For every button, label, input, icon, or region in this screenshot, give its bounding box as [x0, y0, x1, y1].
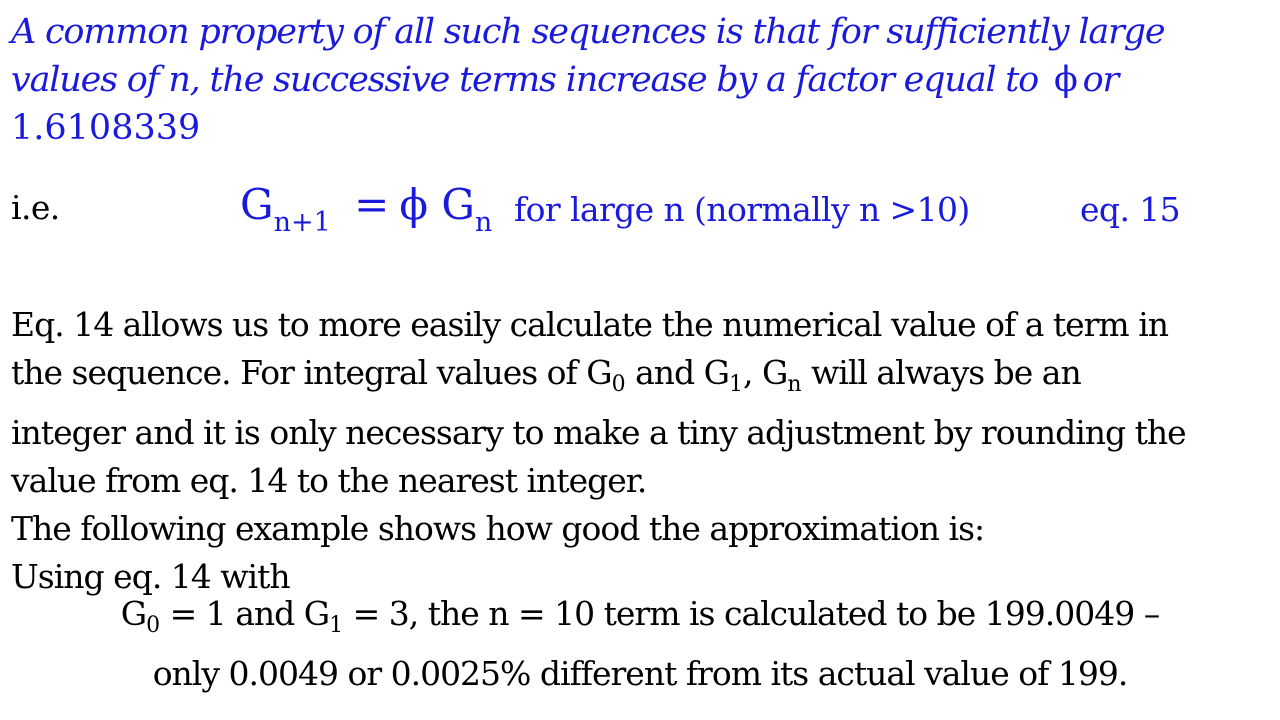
example-subscript-0: 0	[146, 613, 161, 638]
body-line-2-text-a: the sequence. For integral values of G	[11, 353, 612, 392]
body-line-5: The following example shows how good the approximation is:	[11, 509, 985, 548]
equation-condition: for large n (normally n >10)	[514, 190, 970, 229]
example-text-c: = 3, the n = 10 term is calculated to be 199.0049 –	[343, 594, 1160, 633]
equation-formula	[240, 180, 492, 238]
body-line-6: Using eq. 14 with	[11, 557, 290, 596]
example-line-1	[0, 590, 1280, 650]
phi-symbol: ϕ	[1053, 60, 1077, 100]
equation-line	[0, 180, 1280, 240]
equation-phi: ϕ	[399, 180, 428, 229]
subscript-n: n	[787, 372, 802, 397]
example-g: G	[120, 594, 147, 633]
subscript-1: 1	[729, 372, 744, 397]
body-paragraph	[11, 301, 1273, 601]
body-line-2-text-c: , G	[743, 353, 788, 392]
lhs-subscript: n+1	[273, 207, 331, 238]
intro-or: or	[1082, 60, 1119, 100]
phi-value: 1.6108339	[11, 108, 201, 148]
equals-sign: =	[354, 180, 390, 229]
example-block	[0, 590, 1280, 698]
body-line-2	[11, 349, 1273, 409]
body-line-4: value from eq. 14 to the nearest integer.	[11, 461, 647, 500]
body-line-2-text-b: and G	[625, 353, 730, 392]
example-subscript-1: 1	[329, 613, 344, 638]
example-text-b: = 1 and G	[160, 594, 330, 633]
lhs-symbol: G	[240, 180, 274, 229]
body-line-3: integer and it is only necessary to make a tiny adjustment by rounding the	[11, 413, 1186, 452]
equation-prefix: i.e.	[11, 188, 60, 227]
rhs-subscript: n	[474, 207, 493, 238]
intro-paragraph	[11, 8, 1266, 152]
body-line-2-text-d: will always be an	[801, 353, 1081, 392]
example-line-2: only 0.0049 or 0.0025% different from its actual value of 199.	[152, 654, 1128, 693]
intro-text: A common property of all such sequences is that for sufficiently large values of n, the successive terms increase by a factor equal to	[11, 12, 1165, 100]
body-line-1: Eq. 14 allows us to more easily calculate the numerical value of a term in	[11, 305, 1169, 344]
subscript-0: 0	[611, 372, 626, 397]
rhs-symbol: G	[441, 180, 475, 229]
equation-label: eq. 15	[1080, 190, 1181, 229]
